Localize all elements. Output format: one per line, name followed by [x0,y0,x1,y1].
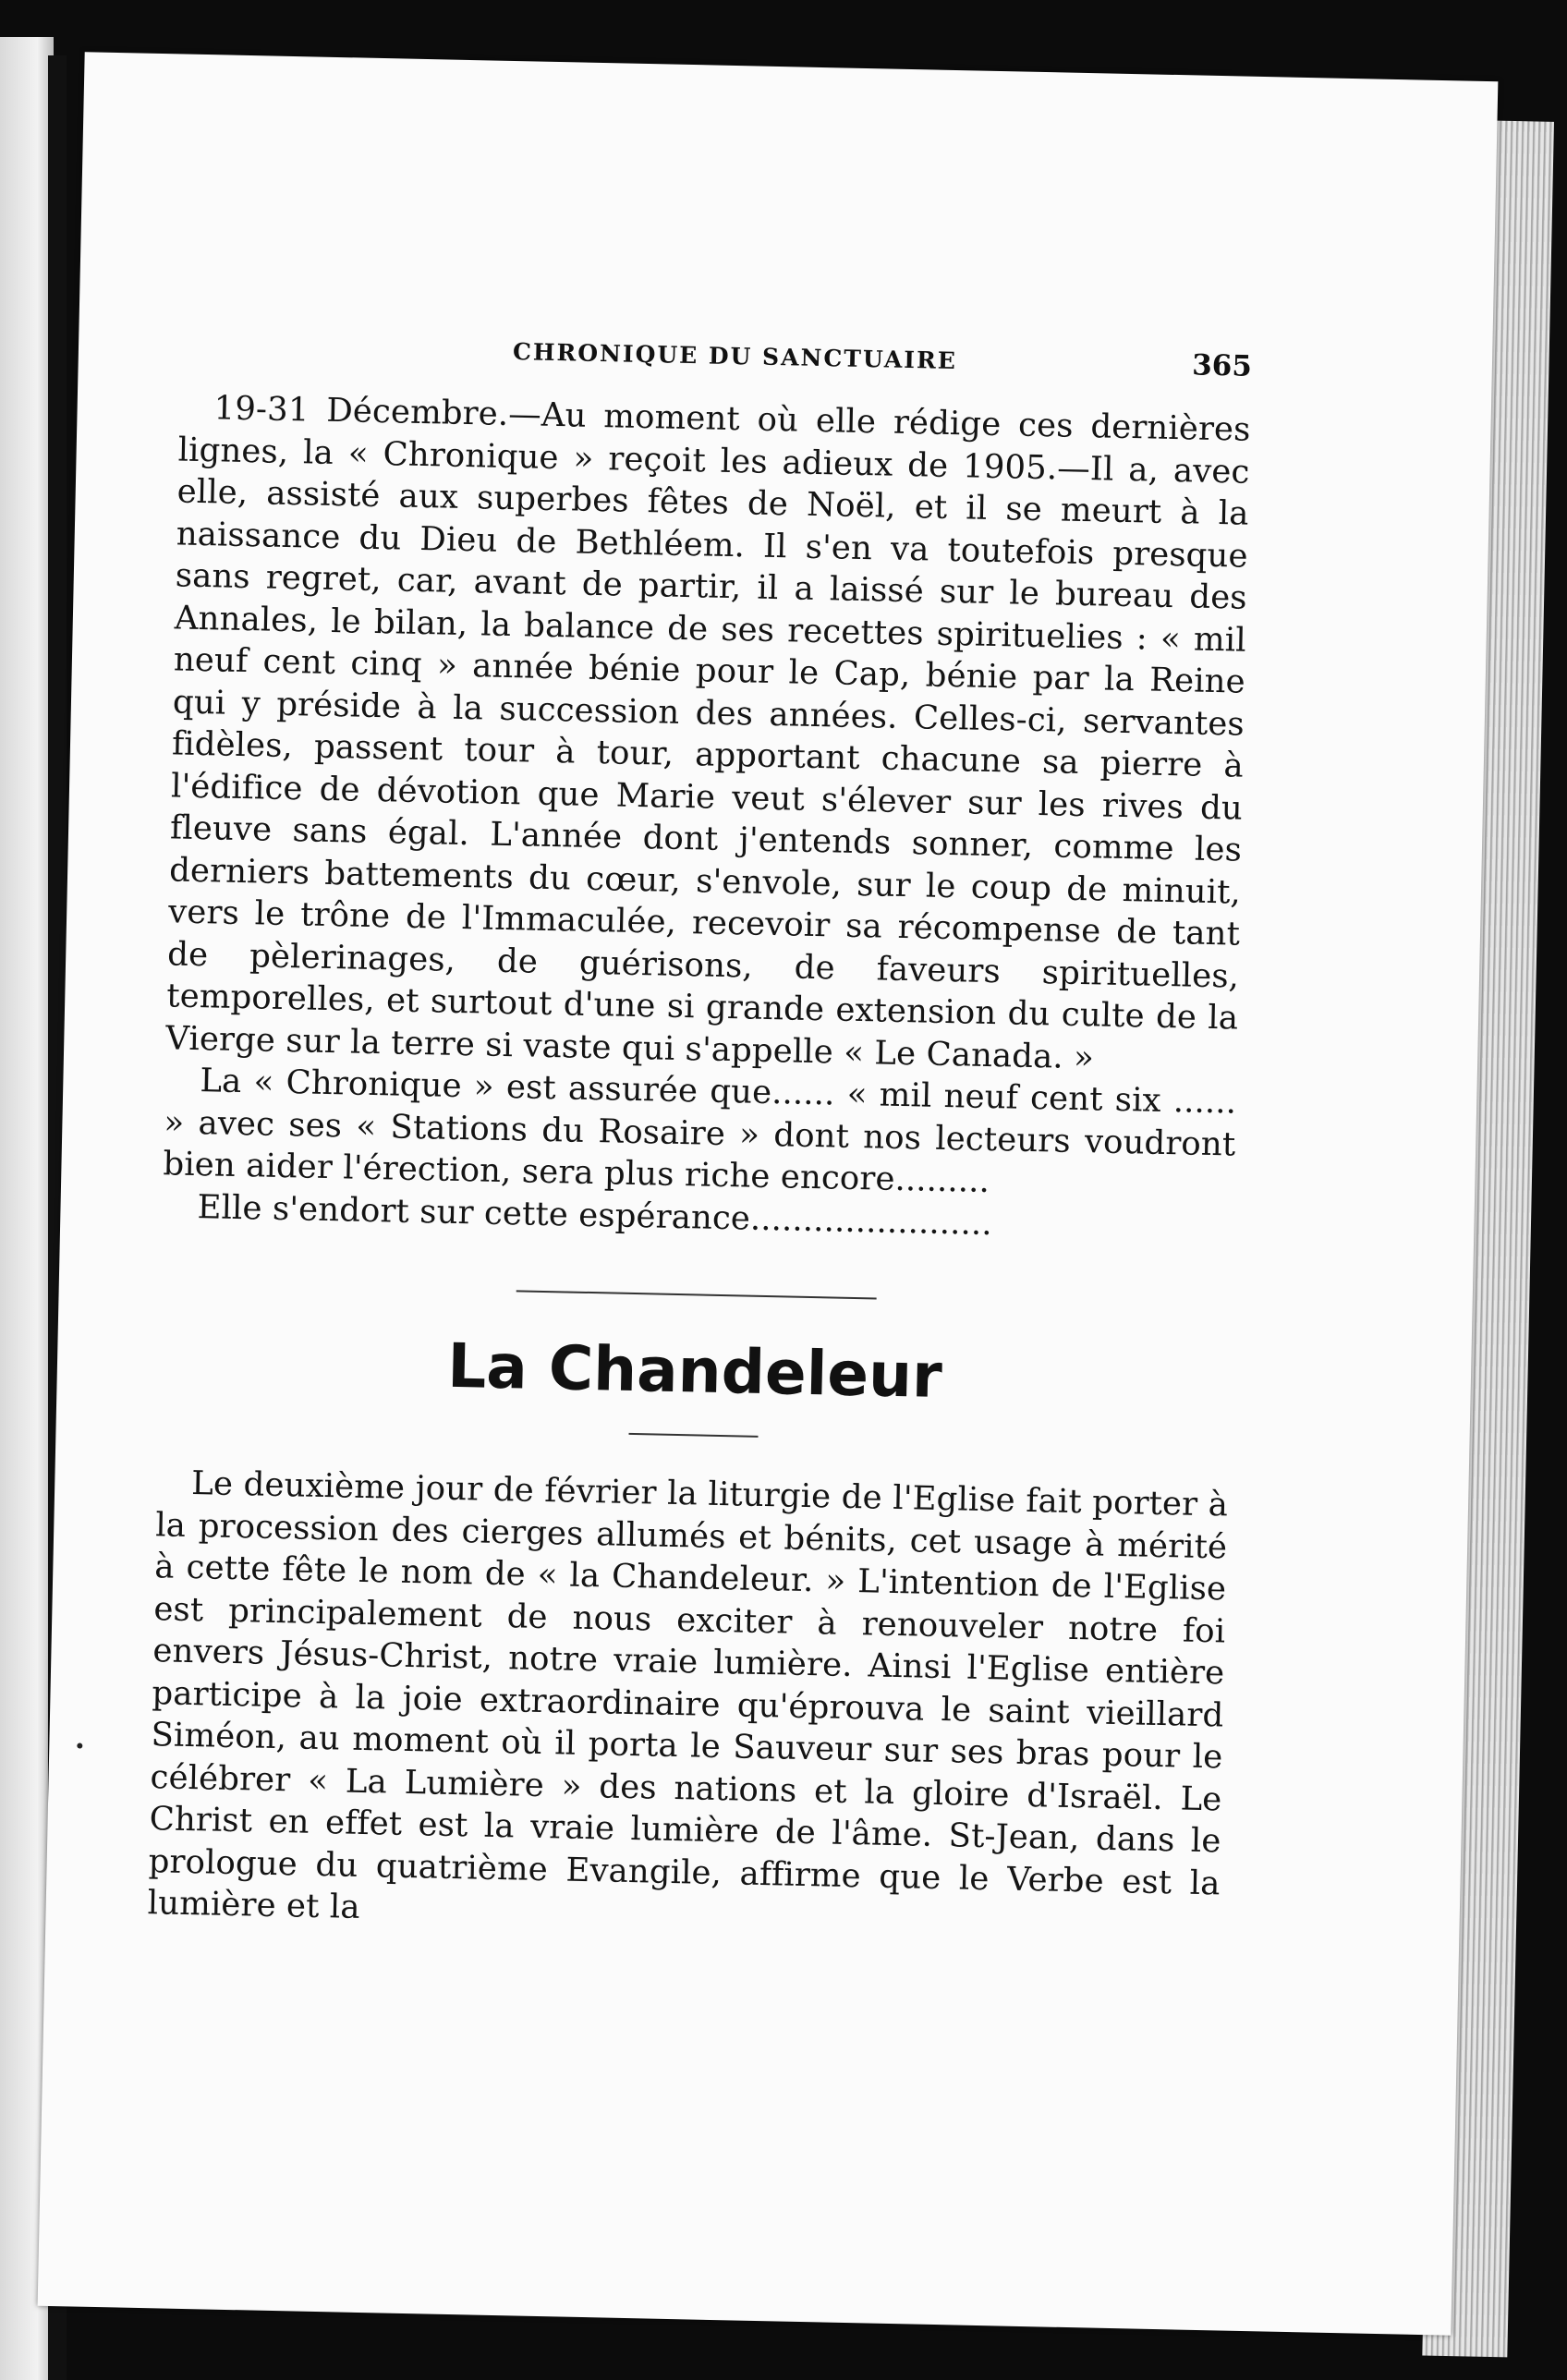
section-heading: La Chandeleur [446,1330,943,1412]
section-divider [516,1290,877,1299]
section-paragraph-1: Le deuxième jour de février la liturgie de l'Eglise fait porter à la procession des cierges allumés et bénits, cet usage à mérité à cette fête le nom de « la Chandeleur. » L'intention de l'Eglise est principalement de nous exciter à renouveler notre foi envers Jésus-Christ, notre vraie lumière. Ainsi l'Eglise entière participe à la joie extraordinaire qu'éprouva le saint vieillard Siméon, au moment où il porta le Sauveur sur ses bras pour le célébrer « La Lumière » des nations et la gloire d'Israël. Le Christ en effet est la vraie lumière de l'âme. St-Jean, dans le prologue du quatrième Evangile, affirme que le Verbe est la lumière et la [147,1464,1229,1926]
margin-mark [77,1742,82,1748]
page-content [147,312,1252,1946]
chronicle-paragraph-1: 19-31 Décembre.—Au moment où elle rédige ces dernières lignes, la « Chronique » reçoit les adieux de 1905.—Il a, avec elle, assisté aux superbes fêtes de Noël, et il se meurt à la naissance du Dieu de Bethléem. Il s'en va toutefois presque sans regret, car, avant de partir, il a laissé sur le bureau des Annales, le bilan, la balance de ses recettes spirituelies : « mil neuf cent cinq » année bénie pour le Cap, bénie par la Reine qui y préside à la succession des années. Celles-ci, servantes fidèles, passent tour à tour, apportant chacune sa pierre à l'édifice de dévotion que Marie veut s'élever sur les rives du fleuve sans égal. L'année dont j'entends sonner, comme les derniers battements du cœur, s'envole, sur le coup de minuit, vers le trône de l'Immaculée, recevoir sa récompense de tant de pèlerinages, de guérisons, de faveurs spirituelles, temporelles, et surtout d'une si grande extension du culte de la Vierge sur la terre si vaste qui s'appelle « Le Canada. » [164,389,1251,1076]
heading-underline [629,1433,759,1438]
book-page [38,52,1499,2336]
chronicle-paragraph-2: La « Chronique » est assurée que...... « mil neuf cent six ...... » avec ses « Stations du Rosaire » dont nos lecteurs voudront bien aider l'érection, sera plus riche encore......... [163,1062,1237,1201]
running-title: CHRONIQUE DU SANCTUAIRE [512,338,958,375]
chronicle-paragraph-3: Elle s'endort sur cette espérance....................... [197,1187,993,1243]
page-number: 365 [1191,348,1253,383]
